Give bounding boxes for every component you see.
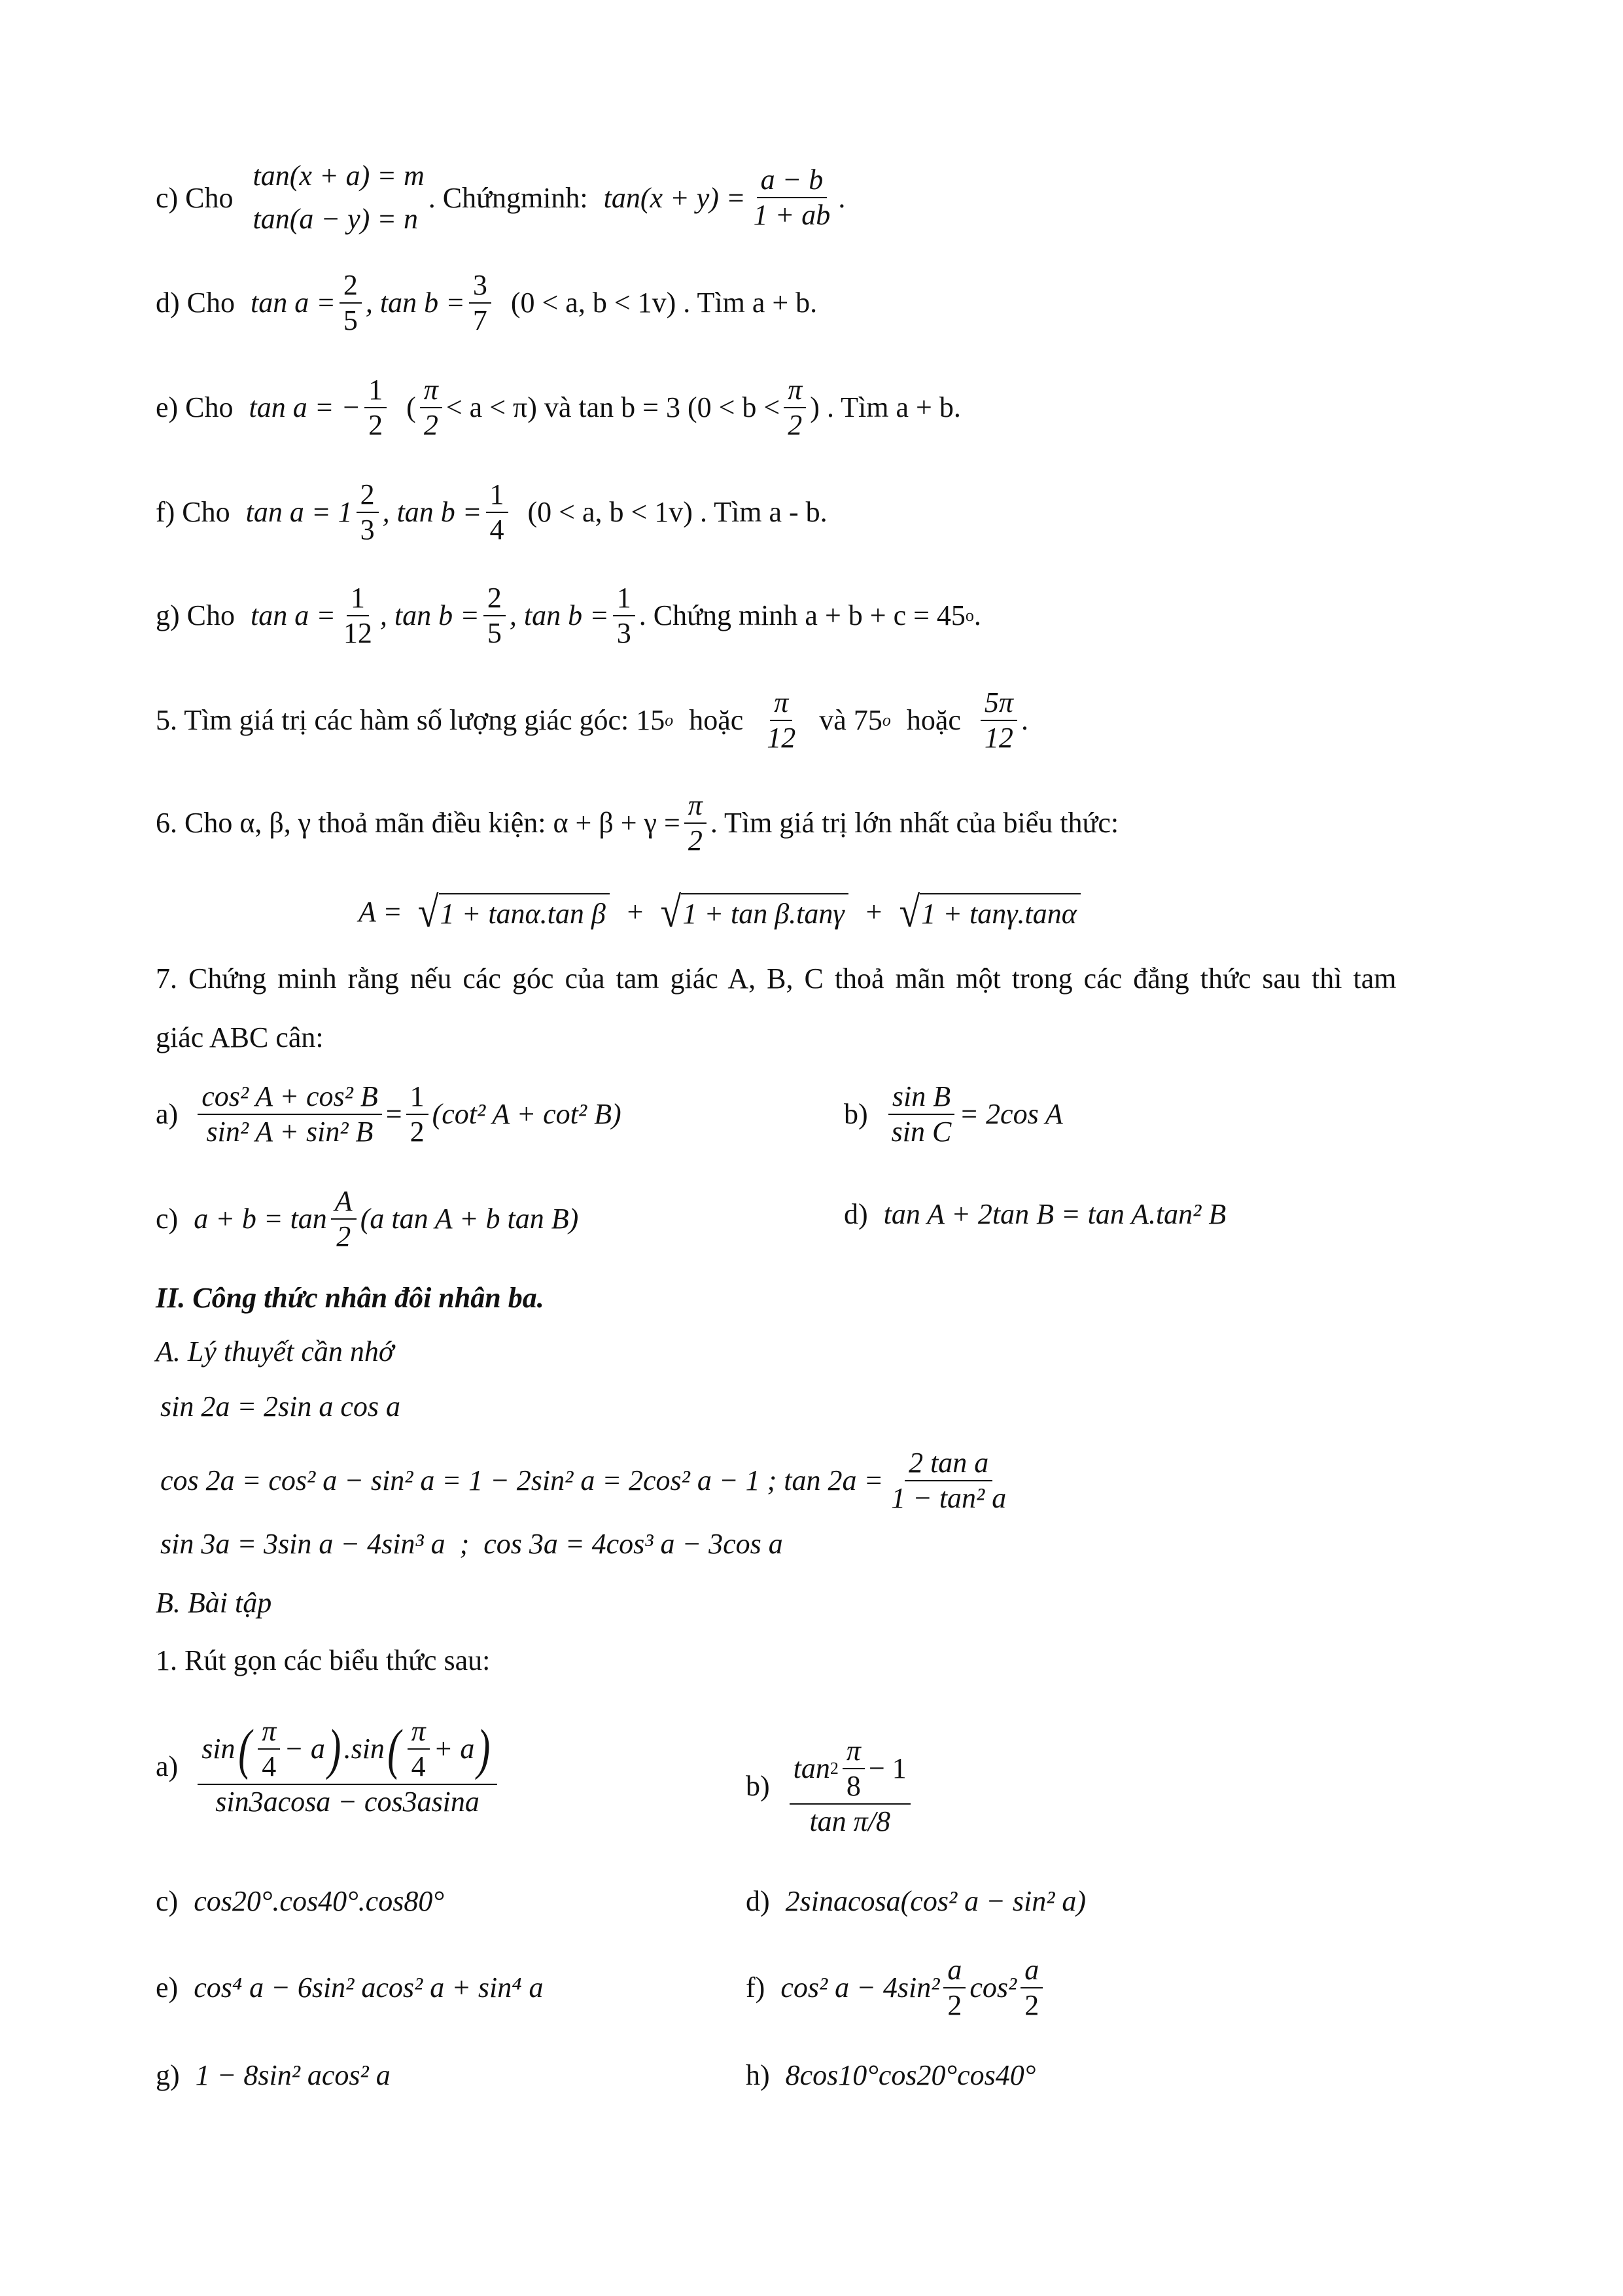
fraction: π 2 [420, 373, 442, 442]
square-root: √ 1 + tan β.tanγ [660, 890, 848, 934]
fraction: $\frac{3}{7}$ [469, 268, 491, 338]
exercise-1b: b) tan 2 π 8 − 1 tan π/8 [746, 1734, 915, 1839]
fraction: 5π 12 [981, 686, 1017, 755]
item-label: d) Cho [156, 287, 235, 319]
exercise-1e: e) cos⁴ a − 6sin² acos² a + sin⁴ a [156, 1971, 544, 2004]
exercise-4c: c) Cho tan(x + a) = m tan(a − y) = n . Chứngminh: tan(x + y) = $\frac{a - b}{1 + ab}$ . [156, 154, 845, 241]
fraction: $\frac{\pi}{2}$ [684, 788, 707, 858]
fraction: tan 2 π 8 − 1 tan π/8 [790, 1734, 911, 1839]
formula-triple-angle: sin 3a = 3sin a − 4sin³ a ; cos 3a = 4cos³ a − 3cos a [160, 1528, 783, 1560]
fraction: $\frac{\text{cos² A + cos² B}}{\text{sin² A + sin² B}}$ [198, 1080, 382, 1149]
fraction: $\frac{1}{12}$ [343, 582, 372, 649]
exercise-1h: h) 8cos10°cos20°cos40° [746, 2059, 1036, 2091]
square-root: √ 1 + tanγ.tanα [899, 890, 1080, 934]
exercise-4g: g) Cho tan a = $\frac{1}{12}$ , tan b = $\frac{2}{5}$ , tan b = $\frac{1}{3}$ . Chứng minh a + b + c = 45 o . [156, 582, 981, 649]
formula-sin2a: sin 2a = 2sin a cos a [160, 1390, 401, 1422]
exercise-1-heading: 1. Rút gọn các biểu thức sau: [156, 1644, 491, 1676]
fraction: $\frac{1}{4}$ [486, 478, 508, 547]
exercise-1f: f) cos² a − 4sin² a 2 cos² a 2 [746, 1953, 1047, 2022]
item-label: e) Cho [156, 391, 234, 424]
exercise-7b: b) $\frac{\text{sin B}}{\text{sin C}}$ = 2cos A [844, 1080, 1063, 1148]
exercise-4d: d) Cho tan a = $\frac{2}{5}$ , tan b = $\frac{3}{7}$ (0 < a, b < 1v) . Tìm a + b. [156, 269, 818, 336]
exercise-1d: d) 2sinacosa(cos² a − sin² a) [746, 1885, 1087, 1917]
fraction: $\frac{1}{2}$ [406, 1080, 428, 1149]
fraction: $\frac{1}{2}$ [364, 373, 387, 442]
exercise-1a: a) sin ( π 4 − a ) .sin ( π 4 + a ) sin3acosa − cos3asina [156, 1714, 501, 1819]
fraction: $\frac{\text{2 tan a}}{\text{1 − tan² a}}$ [891, 1447, 1007, 1514]
fraction: π 2 [784, 373, 806, 442]
fraction: $\frac{2}{5}$ [340, 268, 362, 338]
exercise-1g: g) 1 − 8sin² acos² a [156, 2059, 391, 2091]
subsection-exercises: B. Bài tập [156, 1587, 272, 1619]
exercise-7-line2: giác ABC cân: [156, 1021, 324, 1053]
exercise-5: 5. Tìm giá trị các hàm số lượng giác góc: 15 o hoặc π 12 và 75 o hoặc 5π 12 . [156, 686, 1028, 754]
fraction: sin ( π 4 − a ) .sin ( π 4 + a ) sin3acosa − cos3asina [198, 1714, 497, 1819]
item-label: g) Cho [156, 599, 235, 632]
fraction: A 2 [331, 1184, 357, 1254]
fraction: $\frac{2}{5}$ [483, 581, 506, 650]
expression-A: A = √ 1 + tanα.tan β + √ 1 + tan β.tanγ + √ 1 + tanγ.tanα [358, 890, 1081, 934]
formula-cos2a-tan2a: cos 2a = cos² a − sin² a = 1 − 2sin² a = 2cos² a − 1 ; tan 2a = $\frac{\text{2 tan a}}{\text{1 − tan² a}}$ [160, 1446, 1014, 1515]
item-label: f) Cho [156, 496, 230, 529]
item-label: c) Cho [156, 181, 234, 214]
fraction: a 2 [943, 1953, 966, 2022]
fraction: $\frac{a - b}{1 + ab}$ [753, 164, 831, 231]
equation-system: tan(x + a) = m tan(a − y) = n [253, 160, 425, 235]
exercise-4f: f) Cho tan a = 1 2 3 , tan b = $\frac{1}{4}$ (0 < a, b < 1v) . Tìm a - b. [156, 478, 828, 546]
exercise-7-line1: 7. Chứng minh rằng nếu các góc của tam giác A, B, C thoả mãn một trong các đẳng thức sau thì tam [156, 963, 1397, 995]
exercise-7a: a) $\frac{\text{cos² A + cos² B}}{\text{sin² A + sin² B}}$ = $\frac{1}{2}$ (cot² A + cot² B) [156, 1080, 621, 1148]
exercise-4e: e) Cho tan a = − $\frac{1}{2}$ ( π 2 < a < π) và tan b = 3 (0 < b < π 2 ) . Tìm a + b. [156, 374, 961, 441]
fraction: $\frac{1}{3}$ [613, 581, 635, 650]
exercise-7c: c) a + b = tan A 2 (a tan A + b tan B) [156, 1185, 579, 1252]
fraction: a 2 [1021, 1953, 1043, 2022]
fraction: $\frac{\text{sin B}}{\text{sin C}}$ [888, 1080, 956, 1149]
fraction: 2 3 [357, 478, 379, 547]
section-heading: II. Công thức nhân đôi nhân ba. [156, 1282, 544, 1314]
fraction: π 12 [767, 686, 796, 754]
subsection-theory: A. Lý thuyết cần nhớ [156, 1335, 394, 1368]
exercise-6: 6. Cho α, β, γ thoả mãn điều kiện: α + β + γ = $\frac{\pi}{2}$ . Tìm giá trị lớn nhất của biểu thức: [156, 789, 1119, 857]
exercise-1c: c) cos20°.cos40°.cos80° [156, 1885, 444, 1917]
square-root: √ 1 + tanα.tan β [418, 890, 610, 934]
exercise-7d: d) tan A + 2tan B = tan A.tan² B [844, 1198, 1227, 1230]
